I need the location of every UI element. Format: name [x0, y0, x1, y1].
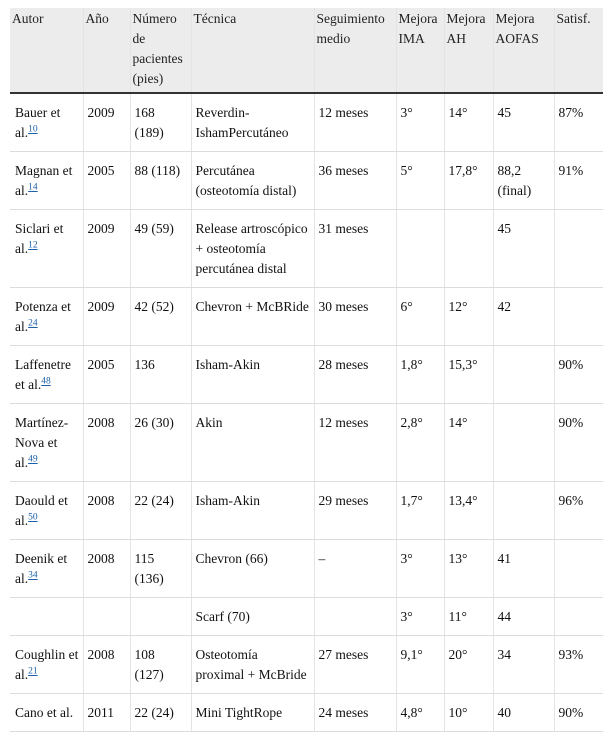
cell-aofas: 41	[493, 540, 554, 598]
author-name: Martínez-Nova et al.	[15, 415, 69, 470]
table-row	[10, 152, 603, 210]
table-row	[10, 636, 603, 694]
cell-followup: 30 meses	[314, 288, 396, 346]
cell-satisf	[554, 288, 603, 346]
cell-followup: 31 meses	[314, 210, 396, 288]
table-row	[10, 210, 603, 288]
reference-link[interactable]: 48	[41, 376, 51, 387]
results-table	[10, 8, 603, 732]
cell-satisf	[554, 598, 603, 636]
cell-technique: Osteotomía proximal + McBride	[191, 636, 314, 694]
cell-ah: 14°	[444, 93, 493, 152]
header-row	[10, 8, 603, 93]
cell-author	[10, 636, 83, 694]
cell-technique: Scarf (70)	[191, 598, 314, 636]
cell-followup: –	[314, 540, 396, 598]
author-name: Magnan et al.	[15, 163, 73, 198]
header-pacientes: Número de pacientes (pies)	[130, 8, 191, 93]
cell-ah: 11°	[444, 598, 493, 636]
cell-satisf: 91%	[554, 152, 603, 210]
cell-satisf: 90%	[554, 404, 603, 482]
cell-ima: 3°	[396, 598, 444, 636]
cell-aofas: 40	[493, 694, 554, 732]
cell-satisf	[554, 210, 603, 288]
cell-aofas: 44	[493, 598, 554, 636]
cell-year: 2009	[83, 288, 130, 346]
cell-aofas	[493, 346, 554, 404]
table-body	[10, 93, 603, 732]
reference-link[interactable]: 10	[28, 124, 38, 135]
cell-author	[10, 404, 83, 482]
cell-aofas: 88,2 (final)	[493, 152, 554, 210]
cell-patients	[130, 598, 191, 636]
header-seguimiento: Seguimiento medio	[314, 8, 396, 93]
reference-link[interactable]: 12	[28, 240, 38, 251]
cell-followup: 36 meses	[314, 152, 396, 210]
cell-technique: Mini TightRope	[191, 694, 314, 732]
cell-satisf	[554, 540, 603, 598]
cell-satisf: 90%	[554, 694, 603, 732]
cell-patients: 26 (30)	[130, 404, 191, 482]
author-name: Siclari et al.	[15, 221, 64, 256]
cell-followup: 27 meses	[314, 636, 396, 694]
reference-link[interactable]: 34	[28, 570, 38, 581]
cell-author	[10, 346, 83, 404]
cell-followup: 12 meses	[314, 404, 396, 482]
cell-year: 2005	[83, 346, 130, 404]
cell-author	[10, 482, 83, 540]
cell-followup: 29 meses	[314, 482, 396, 540]
cell-ah: 13°	[444, 540, 493, 598]
reference-link[interactable]: 24	[28, 318, 38, 329]
cell-satisf: 90%	[554, 346, 603, 404]
table-row	[10, 598, 603, 636]
cell-year	[83, 598, 130, 636]
cell-ima: 1,8°	[396, 346, 444, 404]
cell-patients: 22 (24)	[130, 694, 191, 732]
author-name: Bauer et al.	[15, 105, 61, 140]
header-mejora-ima: Mejora IMA	[396, 8, 444, 93]
cell-followup: 24 meses	[314, 694, 396, 732]
table-row	[10, 346, 603, 404]
cell-year: 2008	[83, 482, 130, 540]
cell-author	[10, 152, 83, 210]
reference-link[interactable]: 21	[28, 666, 38, 677]
author-name: Daould et al.	[15, 493, 68, 528]
cell-patients: 22 (24)	[130, 482, 191, 540]
table-row	[10, 288, 603, 346]
cell-patients: 115 (136)	[130, 540, 191, 598]
cell-ima: 1,7°	[396, 482, 444, 540]
cell-satisf: 96%	[554, 482, 603, 540]
cell-author	[10, 694, 83, 732]
cell-patients: 42 (52)	[130, 288, 191, 346]
cell-technique: Percutánea (osteotomía distal)	[191, 152, 314, 210]
cell-aofas: 34	[493, 636, 554, 694]
header-ano: Año	[83, 8, 130, 93]
cell-technique: Isham-Akin	[191, 482, 314, 540]
reference-link[interactable]: 49	[28, 454, 38, 465]
cell-patients: 168 (189)	[130, 93, 191, 152]
cell-ima: 9,1°	[396, 636, 444, 694]
cell-technique: Release artroscópico + osteotomía percutánea distal	[191, 210, 314, 288]
header-satisf: Satisf.	[554, 8, 603, 93]
cell-ah: 15,3°	[444, 346, 493, 404]
cell-year: 2008	[83, 636, 130, 694]
cell-ima: 3°	[396, 93, 444, 152]
cell-technique: Isham-Akin	[191, 346, 314, 404]
cell-aofas	[493, 404, 554, 482]
author-name: Cano et al.	[15, 705, 74, 720]
header-mejora-aofas: Mejora AOFAS	[493, 8, 554, 93]
cell-ima	[396, 210, 444, 288]
cell-ah: 13,4°	[444, 482, 493, 540]
reference-link[interactable]: 50	[28, 512, 38, 523]
cell-aofas	[493, 482, 554, 540]
cell-year: 2005	[83, 152, 130, 210]
cell-author	[10, 93, 83, 152]
cell-followup	[314, 598, 396, 636]
cell-ah: 20°	[444, 636, 493, 694]
cell-ah: 10°	[444, 694, 493, 732]
cell-satisf: 87%	[554, 93, 603, 152]
author-name: Deenik et al.	[15, 551, 68, 586]
cell-author	[10, 598, 83, 636]
header-mejora-ah: Mejora AH	[444, 8, 493, 93]
cell-ah: 14°	[444, 404, 493, 482]
cell-ima: 3°	[396, 540, 444, 598]
cell-followup: 28 meses	[314, 346, 396, 404]
cell-patients: 136	[130, 346, 191, 404]
author-name: Potenza et al.	[15, 299, 71, 334]
cell-technique: Akin	[191, 404, 314, 482]
cell-ima: 4,8°	[396, 694, 444, 732]
reference-link[interactable]: 14	[28, 182, 38, 193]
cell-year: 2008	[83, 540, 130, 598]
cell-ima: 6°	[396, 288, 444, 346]
header-autor: Autor	[12, 11, 44, 26]
cell-ah: 17,8°	[444, 152, 493, 210]
table-row	[10, 540, 603, 598]
header-tecnica: Técnica	[191, 8, 314, 93]
table-row	[10, 93, 603, 152]
cell-ima: 5°	[396, 152, 444, 210]
cell-technique: Chevron (66)	[191, 540, 314, 598]
table-row	[10, 404, 603, 482]
cell-aofas: 45	[493, 93, 554, 152]
cell-patients: 88 (118)	[130, 152, 191, 210]
cell-author	[10, 210, 83, 288]
cell-technique: Chevron + McBRide	[191, 288, 314, 346]
cell-patients: 49 (59)	[130, 210, 191, 288]
cell-ah	[444, 210, 493, 288]
cell-author	[10, 288, 83, 346]
cell-followup: 12 meses	[314, 93, 396, 152]
cell-year: 2011	[83, 694, 130, 732]
author-name: Laffenetre et al.	[15, 357, 71, 392]
table-row	[10, 482, 603, 540]
cell-year: 2009	[83, 93, 130, 152]
cell-ah: 12°	[444, 288, 493, 346]
cell-ima: 2,8°	[396, 404, 444, 482]
cell-aofas: 42	[493, 288, 554, 346]
table-row	[10, 694, 603, 732]
cell-year: 2008	[83, 404, 130, 482]
cell-year: 2009	[83, 210, 130, 288]
cell-patients: 108 (127)	[130, 636, 191, 694]
cell-aofas: 45	[493, 210, 554, 288]
cell-satisf: 93%	[554, 636, 603, 694]
cell-technique: Reverdin-IshamPercutáneo	[191, 93, 314, 152]
cell-author	[10, 540, 83, 598]
author-name: Coughlin et al.	[15, 647, 79, 682]
